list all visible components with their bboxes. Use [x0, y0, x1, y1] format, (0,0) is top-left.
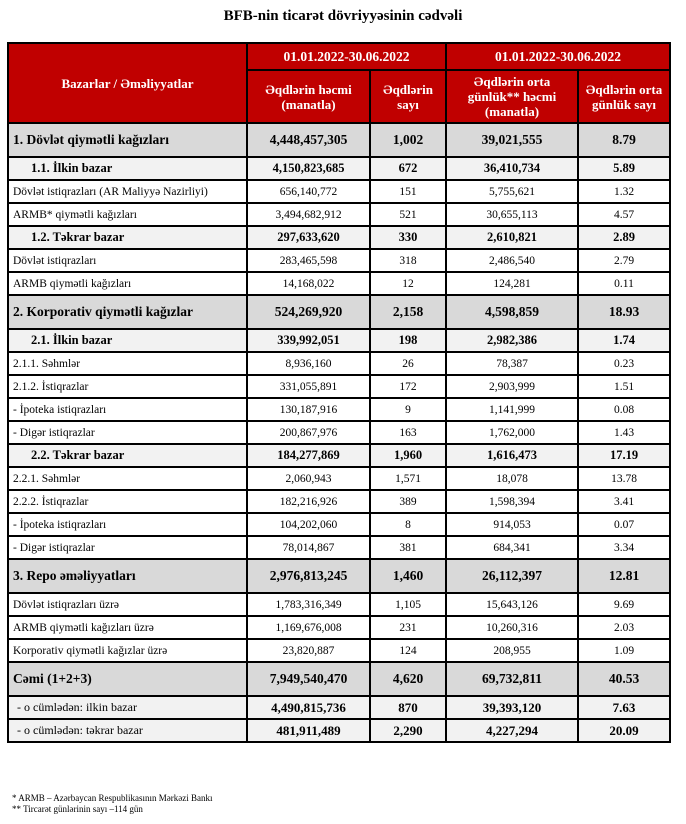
cell-volume: 2,976,813,245	[247, 559, 370, 593]
row-label: ARMB qiymətli kağızları üzrə	[8, 616, 247, 639]
cell-avg-count: 3.34	[578, 536, 670, 559]
cell-volume: 200,867,976	[247, 421, 370, 444]
cell-count: 1,960	[370, 444, 446, 467]
cell-avg-count: 0.08	[578, 398, 670, 421]
cell-count: 124	[370, 639, 446, 662]
cell-avg-volume: 36,410,734	[446, 157, 578, 180]
table-row	[8, 123, 670, 157]
row-label: 3. Repo əməliyyatları	[8, 559, 247, 593]
cell-count: 12	[370, 272, 446, 295]
cell-count: 381	[370, 536, 446, 559]
table-row	[8, 295, 670, 329]
table-row	[8, 249, 670, 272]
table-row	[8, 180, 670, 203]
cell-avg-volume: 684,341	[446, 536, 578, 559]
row-label: - o cümlədən: təkrar bazar	[8, 719, 247, 742]
row-label: 1.1. İlkin bazar	[8, 157, 247, 180]
cell-volume: 1,169,676,008	[247, 616, 370, 639]
table-row	[8, 616, 670, 639]
cell-avg-volume: 26,112,397	[446, 559, 578, 593]
cell-count: 1,105	[370, 593, 446, 616]
cell-volume: 2,060,943	[247, 467, 370, 490]
cell-volume: 481,911,489	[247, 719, 370, 742]
row-label: - Digər istiqrazlar	[8, 421, 247, 444]
table-row	[8, 467, 670, 490]
row-label: 2.1.2. İstiqrazlar	[8, 375, 247, 398]
cell-count: 26	[370, 352, 446, 375]
table-row	[8, 662, 670, 696]
cell-avg-count: 17.19	[578, 444, 670, 467]
table-row	[8, 559, 670, 593]
cell-avg-volume: 78,387	[446, 352, 578, 375]
footnote-armb: * ARMB – Azərbaycan Respublikasının Mərkəzi Bankı	[12, 793, 213, 803]
row-label: 1. Dövlət qiymətli kağızları	[8, 123, 247, 157]
row-label: 2.1. İlkin bazar	[8, 329, 247, 352]
cell-count: 172	[370, 375, 446, 398]
cell-volume: 3,494,682,912	[247, 203, 370, 226]
cell-avg-count: 0.11	[578, 272, 670, 295]
cell-avg-volume: 5,755,621	[446, 180, 578, 203]
cell-count: 672	[370, 157, 446, 180]
footnotes	[12, 793, 212, 815]
cell-volume: 14,168,022	[247, 272, 370, 295]
cell-avg-count: 18.93	[578, 295, 670, 329]
cell-count: 8	[370, 513, 446, 536]
cell-volume: 4,448,457,305	[247, 123, 370, 157]
header-period-2: 01.01.2022-30.06.2022	[446, 43, 670, 70]
cell-avg-count: 3.41	[578, 490, 670, 513]
cell-avg-count: 9.69	[578, 593, 670, 616]
cell-avg-volume: 30,655,113	[446, 203, 578, 226]
cell-avg-count: 1.51	[578, 375, 670, 398]
cell-avg-count: 2.79	[578, 249, 670, 272]
cell-count: 198	[370, 329, 446, 352]
cell-avg-volume: 4,598,859	[446, 295, 578, 329]
cell-volume: 4,150,823,685	[247, 157, 370, 180]
cell-volume: 331,055,891	[247, 375, 370, 398]
table-row	[8, 375, 670, 398]
cell-count: 330	[370, 226, 446, 249]
table-row	[8, 157, 670, 180]
cell-avg-volume: 1,616,473	[446, 444, 578, 467]
cell-avg-count: 0.07	[578, 513, 670, 536]
row-label: Korporativ qiymətli kağızlar üzrə	[8, 639, 247, 662]
table-row	[8, 719, 670, 742]
cell-volume: 283,465,598	[247, 249, 370, 272]
row-label: 2. Korporativ qiymətli kağızlar	[8, 295, 247, 329]
table-row	[8, 352, 670, 375]
header-avg-volume: Əqdlərin orta günlük** həcmi (manatla)	[446, 70, 578, 123]
cell-count: 163	[370, 421, 446, 444]
cell-avg-count: 2.03	[578, 616, 670, 639]
table-row	[8, 329, 670, 352]
row-label: - İpoteka istiqrazları	[8, 398, 247, 421]
cell-volume: 339,992,051	[247, 329, 370, 352]
cell-volume: 182,216,926	[247, 490, 370, 513]
cell-volume: 656,140,772	[247, 180, 370, 203]
row-label: 1.2. Təkrar bazar	[8, 226, 247, 249]
cell-avg-volume: 2,610,821	[446, 226, 578, 249]
cell-avg-count: 2.89	[578, 226, 670, 249]
turnover-table	[7, 42, 671, 743]
cell-volume: 104,202,060	[247, 513, 370, 536]
cell-avg-count: 1.43	[578, 421, 670, 444]
cell-avg-volume: 1,762,000	[446, 421, 578, 444]
cell-avg-volume: 18,078	[446, 467, 578, 490]
cell-avg-volume: 15,643,126	[446, 593, 578, 616]
cell-avg-count: 7.63	[578, 696, 670, 719]
cell-volume: 297,633,620	[247, 226, 370, 249]
cell-avg-count: 1.09	[578, 639, 670, 662]
table-row	[8, 490, 670, 513]
cell-avg-count: 0.23	[578, 352, 670, 375]
header-period-1: 01.01.2022-30.06.2022	[247, 43, 446, 70]
cell-avg-volume: 1,141,999	[446, 398, 578, 421]
row-label: Cəmi (1+2+3)	[8, 662, 247, 696]
cell-count: 151	[370, 180, 446, 203]
cell-avg-volume: 1,598,394	[446, 490, 578, 513]
row-label: 2.1.1. Səhmlər	[8, 352, 247, 375]
row-label: 2.2.2. İstiqrazlar	[8, 490, 247, 513]
cell-count: 231	[370, 616, 446, 639]
cell-volume: 23,820,887	[247, 639, 370, 662]
table-row	[8, 639, 670, 662]
cell-count: 521	[370, 203, 446, 226]
header-markets: Bazarlar / Əməliyyatlar	[8, 43, 247, 123]
cell-avg-volume: 69,732,811	[446, 662, 578, 696]
cell-avg-volume: 2,486,540	[446, 249, 578, 272]
cell-avg-volume: 39,393,120	[446, 696, 578, 719]
table-body	[8, 123, 670, 742]
table-row	[8, 513, 670, 536]
row-label: - Digər istiqrazlar	[8, 536, 247, 559]
header-volume: Əqdlərin həcmi (manatla)	[247, 70, 370, 123]
table-row	[8, 444, 670, 467]
row-label: Dövlət istiqrazları	[8, 249, 247, 272]
row-label: - İpoteka istiqrazları	[8, 513, 247, 536]
cell-avg-volume: 4,227,294	[446, 719, 578, 742]
cell-count: 1,460	[370, 559, 446, 593]
cell-avg-count: 1.32	[578, 180, 670, 203]
table-row	[8, 421, 670, 444]
row-label: - o cümlədən: ilkin bazar	[8, 696, 247, 719]
cell-avg-count: 4.57	[578, 203, 670, 226]
row-label: ARMB* qiymətli kağızları	[8, 203, 247, 226]
cell-volume: 1,783,316,349	[247, 593, 370, 616]
cell-avg-count: 12.81	[578, 559, 670, 593]
cell-avg-count: 1.74	[578, 329, 670, 352]
cell-count: 9	[370, 398, 446, 421]
row-label: 2.2.1. Səhmlər	[8, 467, 247, 490]
table-row	[8, 272, 670, 295]
cell-avg-count: 20.09	[578, 719, 670, 742]
cell-avg-count: 40.53	[578, 662, 670, 696]
row-label: Dövlət istiqrazları üzrə	[8, 593, 247, 616]
header-avg-count: Əqdlərin orta günlük sayı	[578, 70, 670, 123]
cell-count: 1,571	[370, 467, 446, 490]
row-label: 2.2. Təkrar bazar	[8, 444, 247, 467]
table-row	[8, 593, 670, 616]
cell-avg-volume: 10,260,316	[446, 616, 578, 639]
cell-count: 318	[370, 249, 446, 272]
table-row	[8, 536, 670, 559]
cell-avg-volume: 914,053	[446, 513, 578, 536]
cell-volume: 7,949,540,470	[247, 662, 370, 696]
cell-avg-volume: 39,021,555	[446, 123, 578, 157]
cell-avg-count: 8.79	[578, 123, 670, 157]
cell-volume: 78,014,867	[247, 536, 370, 559]
footnote-trading-days: ** Tircarət günlərinin sayı –114 gün	[12, 804, 143, 814]
cell-count: 1,002	[370, 123, 446, 157]
cell-volume: 130,187,916	[247, 398, 370, 421]
row-label: ARMB qiymətli kağızları	[8, 272, 247, 295]
cell-volume: 524,269,920	[247, 295, 370, 329]
table-row	[8, 398, 670, 421]
cell-avg-volume: 124,281	[446, 272, 578, 295]
row-label: Dövlət istiqrazları (AR Maliyyə Nazirliyi)	[8, 180, 247, 203]
header-count: Əqdlərin sayı	[370, 70, 446, 123]
cell-count: 870	[370, 696, 446, 719]
page-title: BFB-nin ticarət dövriyyəsinin cədvəli	[223, 8, 463, 24]
cell-volume: 4,490,815,736	[247, 696, 370, 719]
cell-avg-volume: 2,982,386	[446, 329, 578, 352]
cell-avg-count: 13.78	[578, 467, 670, 490]
cell-count: 2,290	[370, 719, 446, 742]
cell-avg-volume: 208,955	[446, 639, 578, 662]
cell-volume: 8,936,160	[247, 352, 370, 375]
cell-avg-count: 5.89	[578, 157, 670, 180]
cell-volume: 184,277,869	[247, 444, 370, 467]
cell-count: 2,158	[370, 295, 446, 329]
table-row	[8, 203, 670, 226]
cell-count: 4,620	[370, 662, 446, 696]
table-row	[8, 226, 670, 249]
table-row	[8, 696, 670, 719]
cell-avg-volume: 2,903,999	[446, 375, 578, 398]
cell-count: 389	[370, 490, 446, 513]
